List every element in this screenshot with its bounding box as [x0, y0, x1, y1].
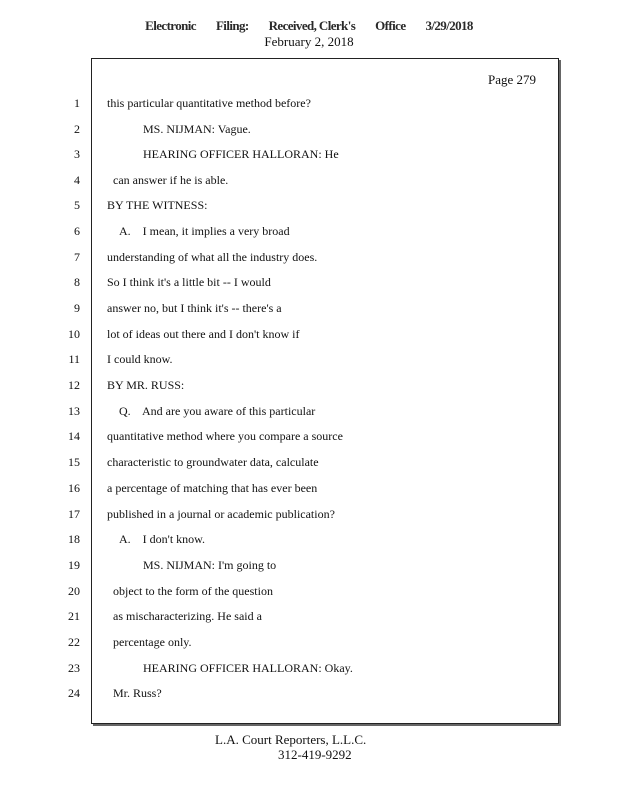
line-number: 19 — [68, 558, 80, 572]
line-number: 6 — [74, 224, 80, 238]
line-text: answer no, but I think it's -- there's a — [107, 301, 282, 315]
stamp-part: Received, Clerk's — [268, 18, 356, 33]
line-text: Mr. Russ? — [113, 686, 162, 700]
line-number: 15 — [68, 455, 80, 469]
line-number: 23 — [68, 661, 80, 675]
line-number: 12 — [68, 378, 80, 392]
line-text: quantitative method where you compare a source — [107, 429, 343, 443]
stamp-part: Filing: — [215, 18, 249, 33]
stamp-part: Electronic — [145, 18, 196, 33]
line-text: So I think it's a little bit -- I would — [107, 275, 271, 289]
line-number: 4 — [74, 173, 80, 187]
line-number: 5 — [74, 198, 80, 212]
stamp-part: 3/29/2018 — [425, 18, 473, 33]
line-number: 10 — [68, 327, 80, 341]
line-number: 22 — [68, 635, 80, 649]
line-number: 13 — [68, 404, 80, 418]
reporter-phone: 312-419-9292 — [278, 747, 352, 762]
line-number: 20 — [68, 584, 80, 598]
line-text: A. I don't know. — [119, 532, 206, 546]
line-text: lot of ideas out there and I don't know if — [107, 327, 300, 341]
line-text: MS. NIJMAN: I'm going to — [143, 558, 277, 572]
line-text: understanding of what all the industry does. — [107, 250, 318, 264]
line-text: BY MR. RUSS: — [107, 378, 185, 392]
line-number: 1 — [74, 96, 80, 110]
line-number: 3 — [74, 147, 80, 161]
line-number: 21 — [68, 609, 80, 623]
line-number: 16 — [68, 481, 80, 495]
line-text: A. I mean, it implies a very broad — [119, 224, 290, 238]
stamp-part: Office — [375, 18, 406, 33]
line-number: 18 — [68, 532, 80, 546]
line-number: 11 — [68, 352, 80, 366]
line-number: 24 — [68, 686, 80, 700]
line-text: a percentage of matching that has ever been — [107, 481, 318, 495]
line-text: can answer if he is able. — [113, 173, 229, 187]
page-number: Page 279 — [487, 72, 536, 87]
filing-date: February 2, 2018 — [264, 34, 354, 49]
line-number: 2 — [74, 122, 80, 136]
line-number: 7 — [74, 250, 80, 264]
filing-stamp-line — [0, 18, 618, 34]
line-number: 17 — [68, 507, 80, 521]
reporter-company: L.A. Court Reporters, L.L.C. — [215, 732, 367, 747]
line-number: 8 — [74, 275, 80, 289]
line-text: object to the form of the question — [113, 584, 273, 598]
line-text: Q. And are you aware of this particular — [119, 404, 316, 418]
line-text: as mischaracterizing. He said a — [113, 609, 262, 623]
line-text: HEARING OFFICER HALLORAN: He — [143, 147, 339, 161]
filing-stamp — [0, 18, 618, 50]
line-text: I could know. — [107, 352, 173, 366]
line-number: 14 — [68, 429, 80, 443]
line-text: published in a journal or academic publication? — [107, 507, 335, 521]
line-number: 9 — [74, 301, 80, 315]
line-text: this particular quantitative method before? — [107, 96, 311, 110]
line-text: BY THE WITNESS: — [107, 198, 208, 212]
line-text: percentage only. — [113, 635, 192, 649]
line-text: characteristic to groundwater data, calculate — [107, 455, 319, 469]
line-text: MS. NIJMAN: Vague. — [143, 122, 251, 136]
line-text: HEARING OFFICER HALLORAN: Okay. — [143, 661, 353, 675]
